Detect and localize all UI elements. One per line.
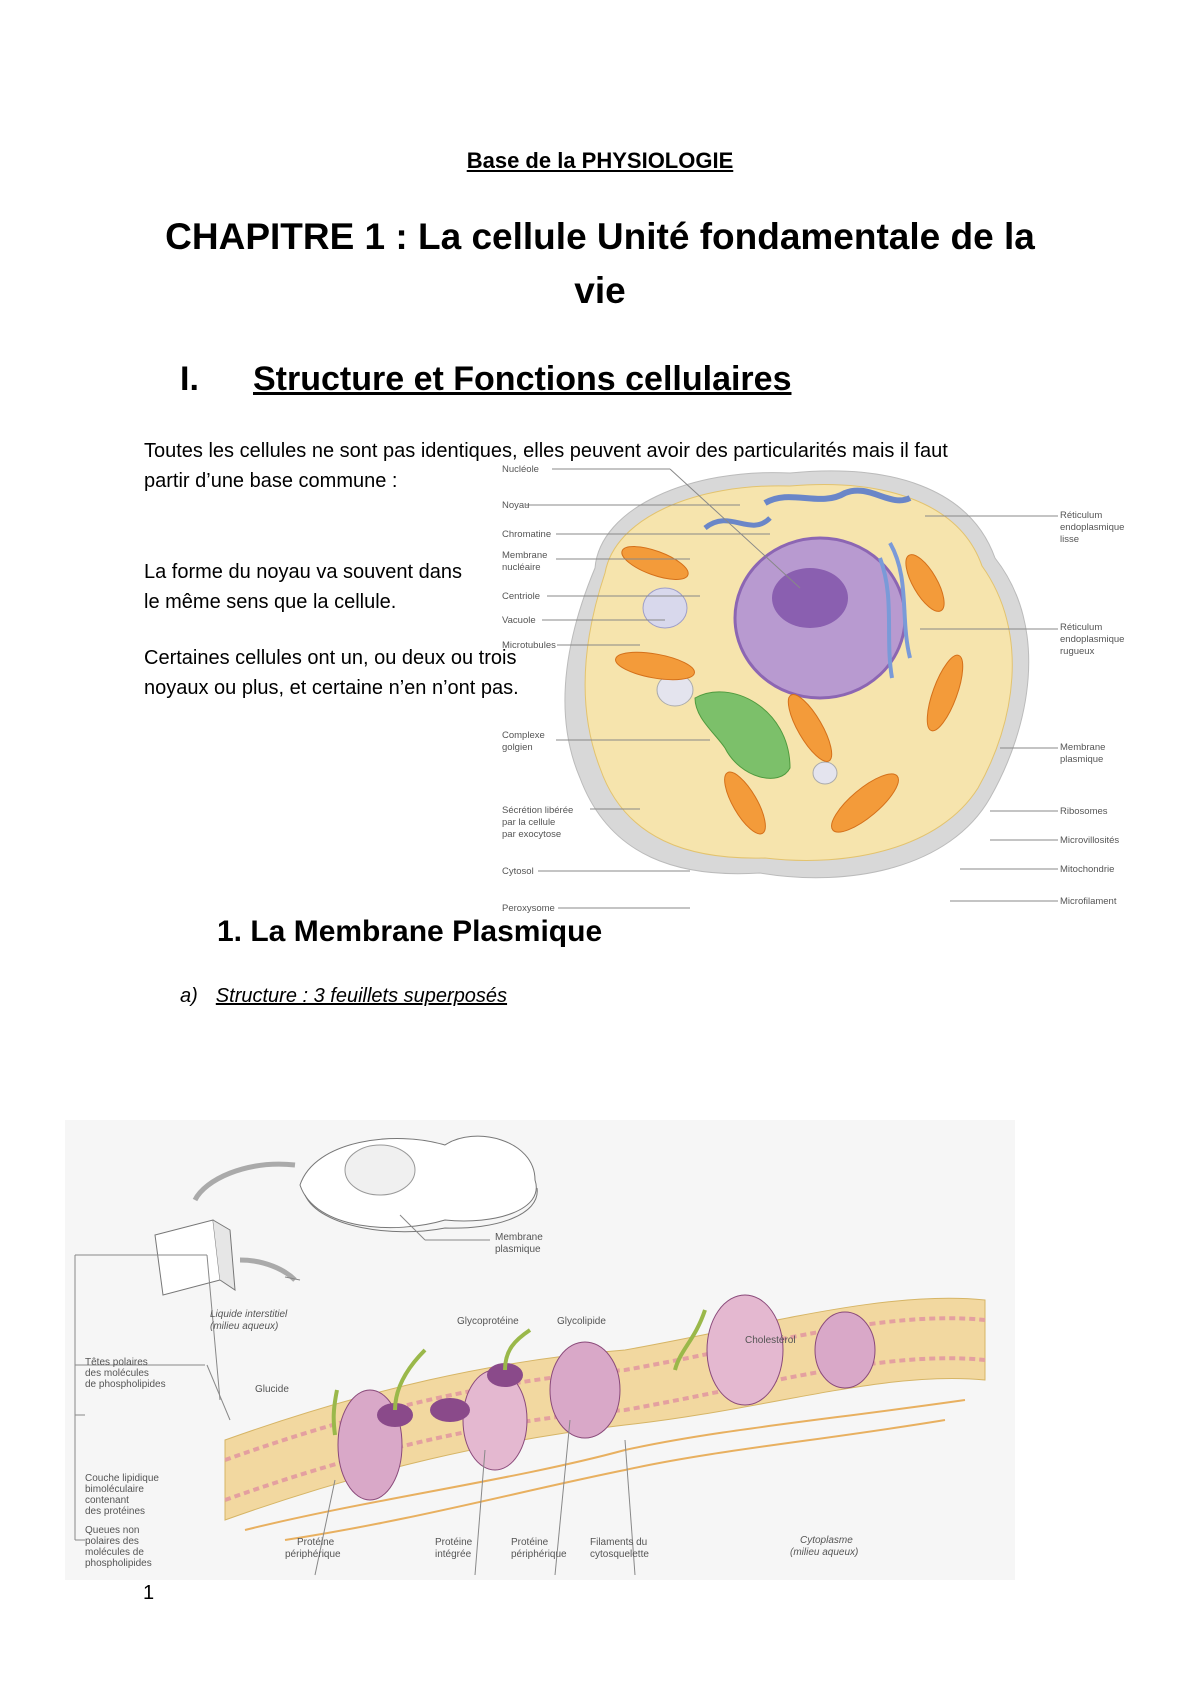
cells-line-2: noyaux ou plus, et certaine n’en n’ont pas. — [144, 677, 519, 699]
label-filaments-2: cytosquelette — [590, 1549, 649, 1560]
label-ribosomes: Ribosomes — [1060, 806, 1108, 817]
label-membrane-nucleaire-2: nucléaire — [502, 562, 541, 573]
label-golgi-2: golgien — [502, 742, 533, 753]
label-filaments-1: Filaments du — [590, 1537, 648, 1548]
membrane-diagram — [65, 1120, 1015, 1580]
label-rer-2: endoplasmique — [1060, 634, 1125, 645]
page-number: 1 — [143, 1582, 155, 1604]
noyau-line-2: le même sens que la cellule. — [144, 591, 397, 613]
label-centriole: Centriole — [502, 591, 541, 602]
label-queues-2: polaires des — [85, 1536, 139, 1547]
label-couche-4: des protéines — [85, 1506, 146, 1517]
cell-diagram — [490, 448, 1130, 918]
label-glucide: Glucide — [255, 1384, 289, 1395]
label-queues-4: phospholipides — [85, 1558, 152, 1569]
label-proteine-peripherique-1: Protéine — [297, 1537, 335, 1548]
label-glycoproteine: Glycoprotéine — [457, 1316, 519, 1327]
label-glycolipide: Glycolipide — [557, 1316, 606, 1327]
cells-line-1: Certaines cellules ont un, ou deux ou trois — [144, 647, 517, 669]
label-membrane-nucleaire-1: Membrane — [502, 550, 548, 561]
label-liquide-1: Liquide interstitiel — [210, 1309, 288, 1320]
label-noyau: Noyau — [502, 500, 530, 511]
label-chromatine: Chromatine — [502, 529, 552, 540]
label-rel-2: endoplasmique — [1060, 522, 1125, 533]
label-golgi-1: Complexe — [502, 730, 545, 741]
subsubsection-letter: a) — [180, 985, 198, 1007]
intro-line-2: partir d’une base commune : — [144, 470, 398, 492]
label-microfilament: Microfilament — [1060, 896, 1117, 907]
intro-line-1: Toutes les cellules ne sont pas identiques, elles peuvent avoir des particularités mais il faut — [144, 440, 948, 462]
label-tetes-2: des molécules — [85, 1368, 149, 1379]
label-vacuole: Vacuole — [502, 615, 536, 626]
label-liquide-2: (milieu aqueux) — [210, 1321, 279, 1332]
chapter-heading-line1: CHAPITRE 1 : La cellule Unité fondamentale de la — [165, 216, 1035, 257]
label-proteine-peripherique-2: périphérique — [285, 1549, 341, 1560]
label-membrane-plasmique-1: Membrane — [495, 1232, 543, 1243]
label-peroxysome: Peroxysome — [502, 903, 555, 914]
label-queues-3: molécules de — [85, 1547, 144, 1558]
label-proteine-integree-2: intégrée — [435, 1549, 472, 1560]
subsubsection-title: Structure : 3 feuillets superposés — [215, 985, 508, 1007]
label-nucleole: Nucléole — [502, 464, 539, 475]
label-mitochondrie: Mitochondrie — [1060, 864, 1115, 875]
cells-paragraph — [144, 643, 519, 703]
label-secretion-2: par la cellule — [502, 817, 556, 828]
noyau-line-1: La forme du noyau va souvent dans — [144, 561, 462, 583]
section-title: Structure et Fonctions cellulaires — [253, 360, 792, 398]
label-couche-1: Couche lipidique — [85, 1473, 159, 1484]
cell-illustration — [565, 471, 1029, 878]
label-tetes-3: de phospholipides — [85, 1379, 166, 1390]
label-proteine-integree-1: Protéine — [435, 1537, 473, 1548]
label-cholesterol: Cholestérol — [745, 1335, 796, 1346]
cell-right-labels — [1060, 510, 1124, 907]
label-rer-3: rugueux — [1060, 646, 1095, 657]
chapter-heading-line2: vie — [574, 270, 626, 311]
label-queues-1: Queues non — [85, 1525, 140, 1536]
chapter-heading — [120, 210, 1080, 318]
label-cytosol: Cytosol — [502, 866, 534, 877]
document-title: Base de la PHYSIOLOGIE — [466, 148, 734, 173]
label-cytoplasme-2: (milieu aqueux) — [790, 1547, 859, 1558]
label-cytoplasme-1: Cytoplasme — [800, 1535, 853, 1546]
label-rel-3: lisse — [1060, 534, 1080, 545]
label-membrane-plasmique-2: plasmique — [1060, 754, 1104, 765]
label-proteine-peripherique-b-1: Protéine — [511, 1537, 549, 1548]
label-microvillosites: Microvillosités — [1060, 835, 1120, 846]
subsubsection-heading — [180, 985, 507, 1008]
label-couche-3: contenant — [85, 1495, 129, 1506]
noyau-paragraph — [144, 557, 462, 617]
label-membrane-plasmique-1: Membrane — [1060, 742, 1106, 753]
label-tetes-1: Têtes polaires — [85, 1357, 148, 1368]
section-heading — [180, 360, 791, 399]
subsection-heading: 1. La Membrane Plasmique — [217, 915, 603, 948]
label-secretion-3: par exocytose — [502, 829, 562, 840]
label-proteine-peripherique-b-2: périphérique — [511, 1549, 567, 1560]
section-number: I. — [180, 360, 199, 398]
label-microtubules: Microtubules — [502, 640, 556, 651]
label-couche-2: bimoléculaire — [85, 1484, 144, 1495]
label-membrane-plasmique-2: plasmique — [495, 1244, 541, 1255]
label-rer-1: Réticulum — [1060, 622, 1103, 633]
label-secretion-1: Sécrétion libérée — [502, 805, 574, 816]
label-rel-1: Réticulum — [1060, 510, 1103, 521]
